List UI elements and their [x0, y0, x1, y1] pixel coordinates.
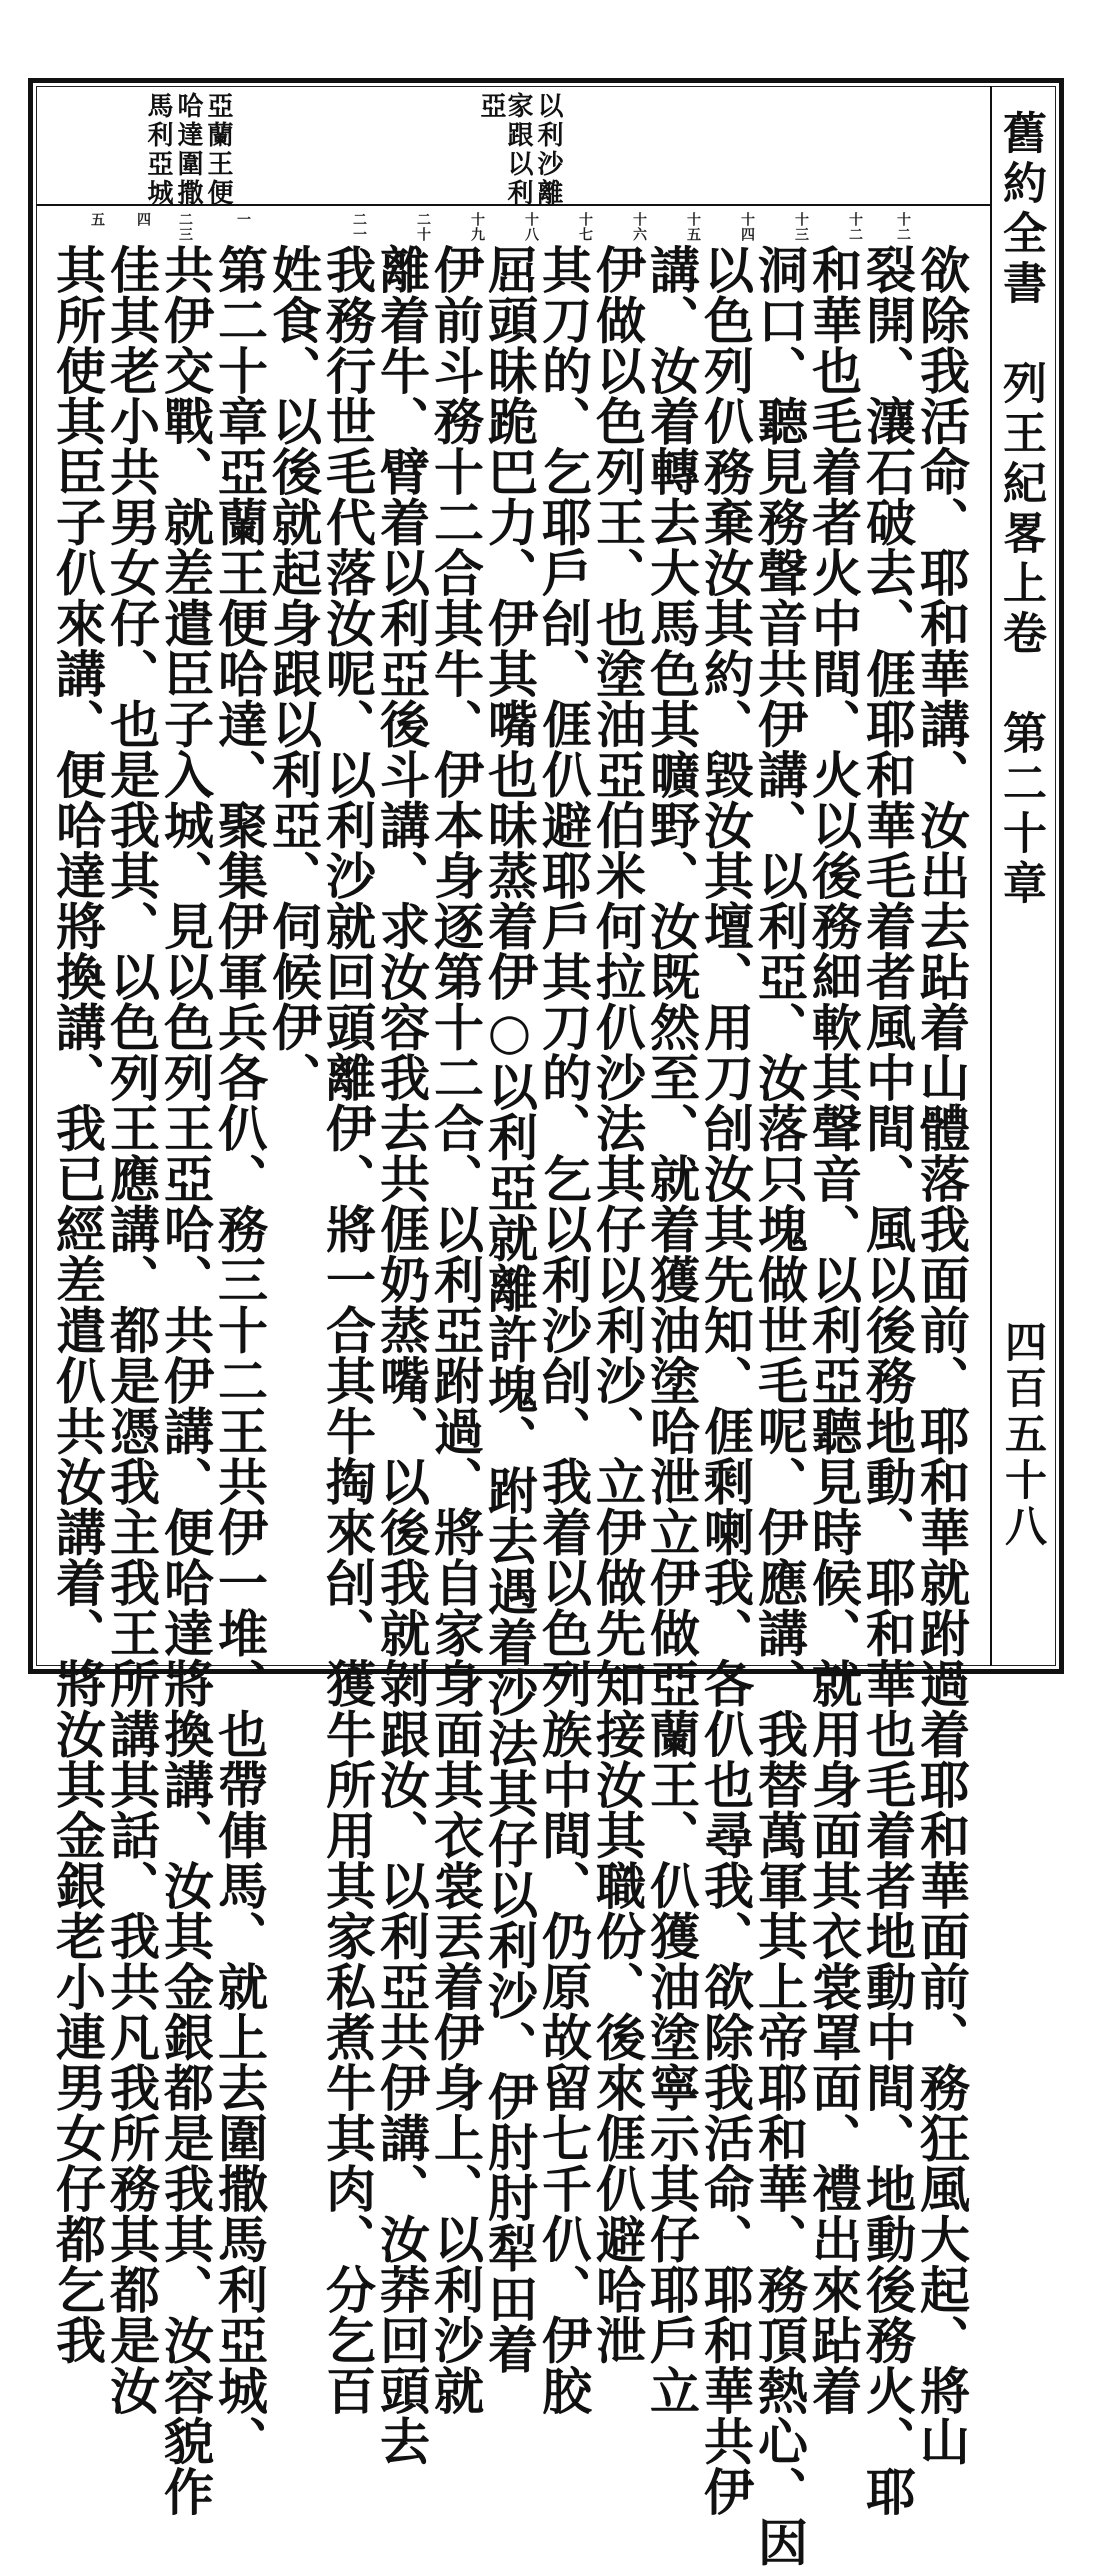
text-column: 佳其老小共男女仔、也是我其、以色列王應講、都是憑我主我王所講其話、我共凡我所務其都是汝	[102, 244, 161, 2416]
text-column: 其刀的、乞耶戶刣、𠊎仈避耶戶其刀的、乞以利沙刣、我着以色列族中間、仍原故留七千仈、伊胶	[534, 244, 593, 2416]
marginal-note: 亞	[476, 92, 506, 121]
page-number: 四百五十八	[999, 1320, 1048, 1550]
marginal-note: 家跟以利	[503, 92, 533, 208]
text-column: 和華也毛着者火中間、火以後務細軟其聲音、以利亞聽見時候、就用身面其衣裳罩面、禮出來跕着	[804, 244, 863, 2416]
verse-number: 二十	[415, 212, 431, 242]
verse-number: 十五	[685, 212, 701, 242]
text-column: 講、汝着轉去大馬色其曠野、汝既然至、就着獲油塗哈泄立伊做亞蘭王、仈獲油塗寧示其仔耶戶立	[642, 244, 701, 2416]
text-column: 伊做以色列王、也塗油亞伯米何拉仈沙法其仔以利沙、立伊做先知接汝其職份、後來𠊎仈避哈泄	[588, 244, 647, 2365]
marginal-note: 馬利亞城	[143, 92, 173, 208]
text-column: 以色列仈務棄汝其約、毀汝其壇、用刀刣汝其先知、𠊎剩喇我、各仈也尋我、欲除我活命、耶和華共伊	[696, 244, 755, 2517]
text-column: 其所使其臣子仈來講、便哈達將換講、我已經差遣仈共汝講着、將汝其金銀老小連男女仔都乞我	[48, 244, 107, 2365]
verse-number: 十七	[577, 212, 593, 242]
title-divider	[990, 86, 992, 1666]
page-title: 舊約全書 列王紀畧上卷 第二十章	[995, 110, 1046, 910]
verse-number: 五	[89, 212, 105, 227]
text-column: 洞口、聽見務聲音共伊講、以利亞、汝落只塊做世毛呢、伊應講、我替萬軍其上帝耶和華、務頂熱心、因	[750, 244, 809, 2567]
text-column: 裂開、瀼石破去、𠊎耶和華毛着者風中間、風以後務地動、耶和華也毛着者地動中間、地動後務火、耶	[858, 244, 917, 2517]
text-column: 欲除我活命、耶和華講、汝出去跕着山體落我面前、耶和華就跗過着耶和華面前、務狂風大起、將山	[912, 244, 971, 2466]
verse-number: 二一	[351, 212, 367, 242]
text-column: 共伊交戰、就差遣臣子入城、見以色列王亞哈、共伊講、便哈達將換講、汝其金銀都是我其、汝容貌作	[156, 244, 215, 2517]
verse-number: 二三	[177, 212, 193, 242]
text-column: 我務行世毛代落汝呢、以利沙就回頭離伊、將一合其牛掏來刣、獲牛所用其家私煮牛其肉、分乞百	[318, 244, 377, 2416]
marginal-note: 以利沙離	[533, 92, 563, 208]
verse-number: 十九	[469, 212, 485, 242]
marginal-note: 亞蘭王便	[203, 92, 233, 208]
text-column: 屈頭昧跪巴力、伊其嘴也昧蒸着伊○以利亞就離許塊、跗去遇着沙法其仔以利沙、伊肘肘犁田着	[480, 244, 539, 2374]
text-column: 伊前斗務十二合其牛、伊本身逐第十二合、以利亞跗過、將自家身面其衣裳丟着伊身上、以利沙就	[426, 244, 485, 2416]
text-column: 第二十章亞蘭王便哈達、聚集伊軍兵各仈、務三十二王共伊一堆、也帶俥馬、就上去圍撒馬利亞城、	[210, 244, 269, 2466]
verse-number: 四	[135, 212, 151, 227]
verse-number: 十八	[523, 212, 539, 242]
marginal-note: 哈達圍撒	[173, 92, 203, 208]
verse-number: 十四	[739, 212, 755, 242]
text-column: 離着牛、臂着以利亞後斗講、求汝容我去共𠊎奶蒸嘴、以後我就剝跟汝、以利亞共伊講、汝莽回頭去	[372, 244, 431, 2466]
verse-number: 一	[235, 212, 251, 227]
text-column: 姓食、以後就起身跟以利亞、伺候伊、	[264, 244, 323, 1103]
verse-number: 十六	[631, 212, 647, 242]
verse-number: 十三	[793, 212, 809, 242]
verse-number: 十二	[847, 212, 863, 242]
verse-number: 十二	[895, 212, 911, 242]
